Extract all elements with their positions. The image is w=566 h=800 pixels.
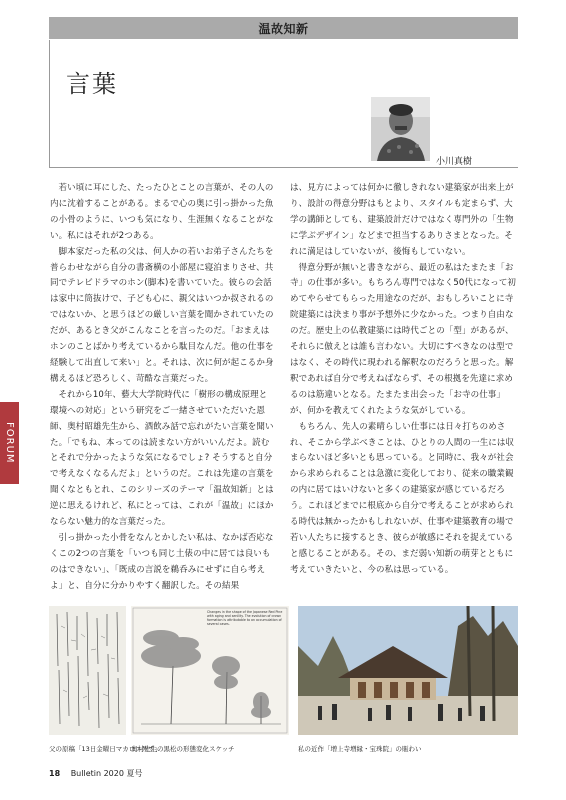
- section-title: 温故知新: [258, 21, 309, 36]
- article-title: 言葉: [66, 70, 118, 98]
- manuscript-caption: 父の原稿「13日金曜日マカロニ死す」: [49, 745, 162, 753]
- section-header: [49, 17, 518, 39]
- article-column-left: [50, 181, 274, 595]
- forum-tab: [0, 402, 19, 484]
- paragraph: それから10年、藝大大学院時代に「樹形の構成原理と環境への対応」という研究をご一緒させていただいた恩師、奥村昭雄先生から、酒飲み話で忘れがたい言葉を聞いた。「でもね、本ってのは読まない方がいいんだよ。読むとそれで分かったような気になるでしょ? そうすると自分で考えなくなるんだよ」というのだ。これは先達の言葉を聞くなともとれ、このシリーズのテーマ「温故知新」とは逆に思えるけれど、私にとっては、これが「温故」にほかならない魅力的な言葉だった。: [50, 389, 274, 528]
- author-portrait: [371, 97, 430, 161]
- author-name: 小川真樹: [436, 157, 473, 167]
- issue-label: Bulletin 2020 夏号: [70, 769, 143, 778]
- article-column-right: [290, 181, 518, 579]
- sketch-notes: Changes in the shape of the Japanese Red Pine with aging and senility. The evolution of crown formation is attributable to an accumulation of several cases.: [207, 610, 283, 626]
- paragraph: 若い頃に耳にした、たったひとことの言葉が、その人の内に沈着することがある。まるで心の奥に引っ掛かった魚の小骨のように、いつも気になり、生涯無くなることがない。私にはそれが2つある。: [50, 183, 274, 241]
- sketch-caption: 奥村先生の黒松の形態変化スケッチ: [131, 745, 235, 753]
- forum-label: FORUM: [4, 422, 15, 464]
- paragraph: もちろん、先人の素晴らしい仕事には日々打ちのめされ、そこから学ぶべきことは、ひとりの人間の一生には収まらないほど多いとも思っている。と同時に、我々が社会から求められることは急激に変化しており、従来の職業観の内に居てはいけないと多くの建築家が感じているだろう。これほどまでに根底から自分で考えることが求められる時代は無かったかもしれないが、仕事や建築教育の場で若い人たちに接するとき、彼らが敏感にそれを捉えていると感じることがある。その、まだ弱い知新の萌芽とともに考えていきたいと、今の私は思っている。: [290, 421, 515, 575]
- temple-caption: 私の近作「増上寺増縁・宝珠院」の賑わい: [298, 745, 422, 753]
- page-footer: [49, 768, 143, 779]
- paragraph: 得意分野が無いと書きながら、最近の私はたまたま「お寺」の仕事が多い。もちろん専門ではなく50代になって初めてやらせてもらった用途なのだが、おもしろいことに寺院建築には決まり事が予想外に少なかった。つまり自由なのだ。歴史上の仏教建築には時代ごとの「型」があるが、それらに倣えとは誰も言わない。大切にすべきなのは型ではなく、その時代に現われる解釈なのだろうと思った。解釈であれば自分で考えねばならず、その根拠を先達に求めるのは筋違いとなる。たまたま出会った「お寺の仕事」が、何かを教えてくれたような気がしている。: [290, 262, 517, 416]
- manuscript-photo: [49, 606, 126, 735]
- temple-photo: [298, 606, 518, 735]
- page-number: 18: [49, 769, 61, 778]
- paragraph: は、見方によっては何かに徹しきれない建築家が出来上がり、設計の得意分野はもとより、スタイルも定まらず、大学の講師としても、建築設計だけではなく専門外の「生物に学ぶデザイン」などまで担当するありさまとなった。それに満足はしていないが、後悔もしていない。: [290, 183, 514, 257]
- title-frame: [49, 40, 518, 168]
- sketch-photo: [131, 606, 289, 735]
- paragraph: 脚本家だった私の父は、何人かの若いお弟子さんたちを普らわせながら自分の書斎横の小部屋に寝泊まりさせ、共同でテレビドラマのホン(脚本)を書いていた。彼らの会話は家中に筒抜けで、子ども心に、親父はいつか叔されるのではないか、と思うほどの厳しい言葉を聞かされていたのだが、あるとき父がこんなことを言ったのだ。「おまえはホンのことばかり考えているから駄目なんだ。他の仕事を経験して出直して来い」と。それは、次に何が起こるか身構えるほど恐ろしく、苛酷な言葉だった。: [50, 246, 274, 384]
- paragraph: 引っ掛かった小骨をなんとかしたい私は、なかば否応なくこの2つの言葉を「いつも同じ土俵の中に居ては良いものはできない」、「既成の言説を鵜呑みにせずに自ら考えよ」と、自分に分かりやすく翻訳した。その結果: [50, 532, 274, 591]
